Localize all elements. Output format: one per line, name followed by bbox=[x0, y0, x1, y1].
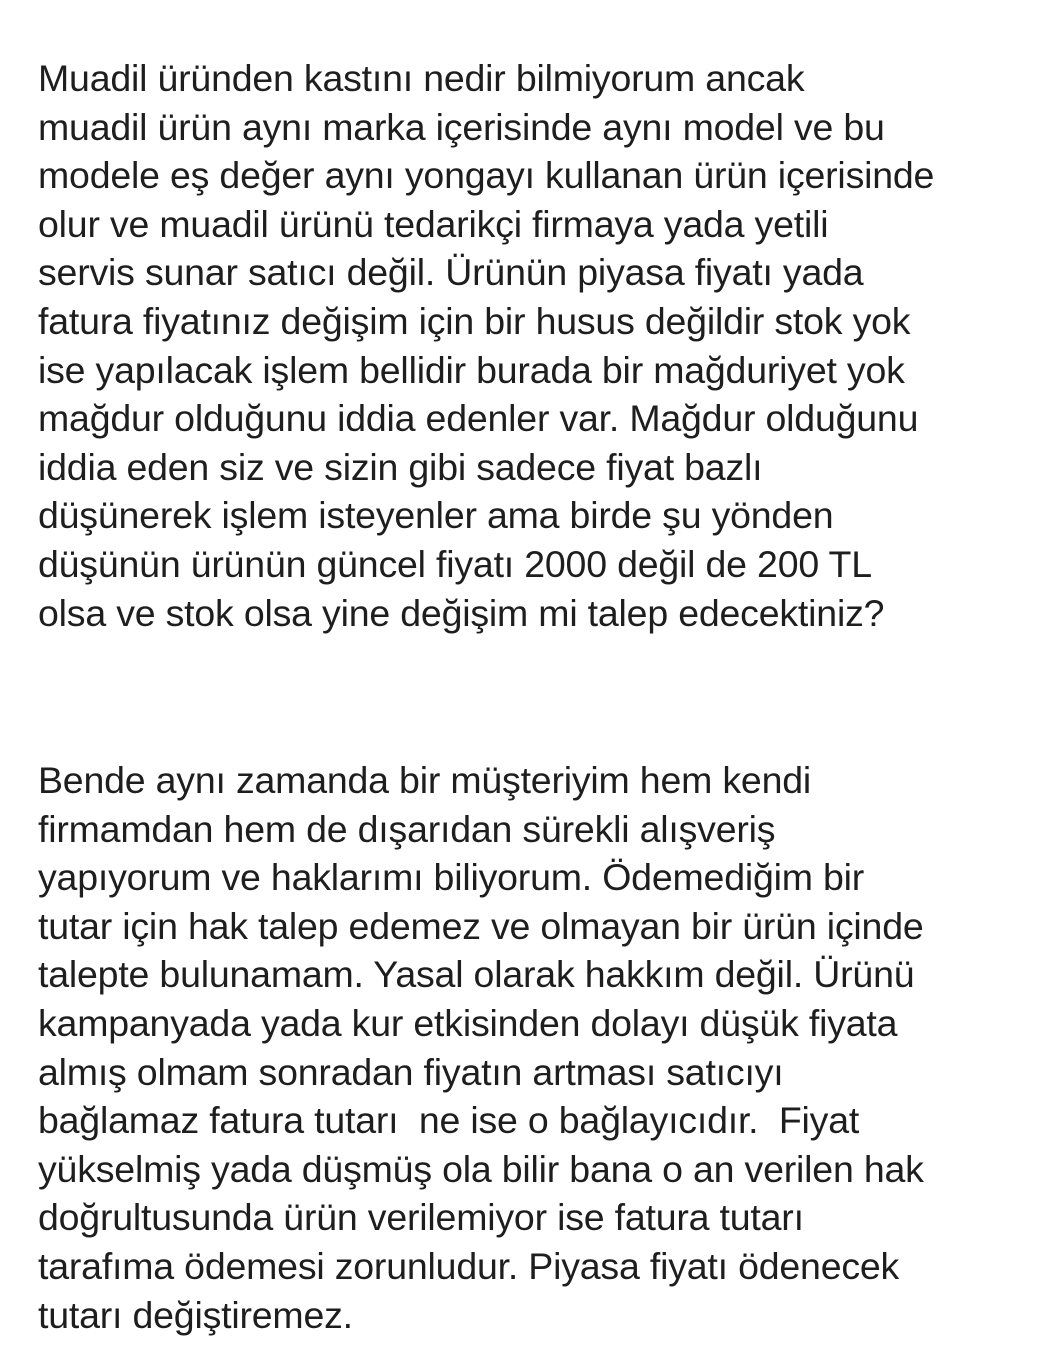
text-line: fatura fiyatınız değişim için bir husus değildir stok yok bbox=[38, 299, 911, 342]
text-line: iddia eden siz ve sizin gibi sadece fiyat bazlı bbox=[38, 445, 763, 488]
text-line: ise yapılacak işlem bellidir burada bir mağduriyet yok bbox=[38, 348, 905, 391]
text-line: Muadil üründen kastını nedir bilmiyorum ancak bbox=[38, 57, 805, 99]
text-line: mağdur olduğunu iddia edenler var. Mağdur olduğunu bbox=[38, 397, 919, 440]
text-line: Bende aynı zamanda bir müşteriyim hem kendi bbox=[38, 759, 812, 801]
text-line: olur ve muadil ürünü tedarikçi firmaya yada yetili bbox=[38, 202, 829, 245]
text-line: düşünün ürünün güncel fiyatı 2000 değil de 200 TL bbox=[38, 542, 872, 585]
text-line: olsa ve stok olsa yine değişim mi talep edecektiniz? bbox=[38, 591, 885, 634]
text-line: yapıyorum ve haklarımı biliyorum. Ödemediğim bir bbox=[38, 856, 865, 899]
text-line: tarafıma ödemesi zorunludur. Piyasa fiyatı ödenecek bbox=[38, 1244, 900, 1287]
text-line: yükselmiş yada düşmüş ola bilir bana o an verilen hak bbox=[38, 1147, 924, 1190]
text-line: talepte bulunamam. Yasal olarak hakkım değil. Ürünü bbox=[38, 953, 915, 996]
text-line: firmamdan hem de dışarıdan sürekli alışveriş bbox=[38, 807, 776, 850]
text-line: bağlamaz fatura tutarı ne ise o bağlayıcıdır. Fiyat bbox=[38, 1099, 860, 1142]
text-line: almış olmam sonradan fiyatın artması satıcıyı bbox=[38, 1050, 784, 1093]
paragraph-1 bbox=[38, 54, 1038, 637]
text-line: servis sunar satıcı değil. Ürünün piyasa fiyatı yada bbox=[38, 251, 864, 294]
text-line: muadil ürün aynı marka içerisinde aynı model ve bu bbox=[38, 105, 885, 148]
text-line: tutarı değiştiremez. bbox=[38, 1293, 353, 1336]
text-line: modele eş değer aynı yongayı kullanan ürün içerisinde bbox=[38, 154, 935, 197]
text-line: tutar için hak talep edemez ve olmayan bir ürün içinde bbox=[38, 904, 924, 947]
paragraph-2 bbox=[38, 756, 1038, 1339]
text-line: düşünerek işlem isteyenler ama birde şu yönden bbox=[38, 494, 834, 537]
text-line: doğrultusunda ürün verilemiyor ise fatura tutarı bbox=[38, 1196, 804, 1239]
text-line: kampanyada yada kur etkisinden dolayı düşük fiyata bbox=[38, 1001, 898, 1044]
